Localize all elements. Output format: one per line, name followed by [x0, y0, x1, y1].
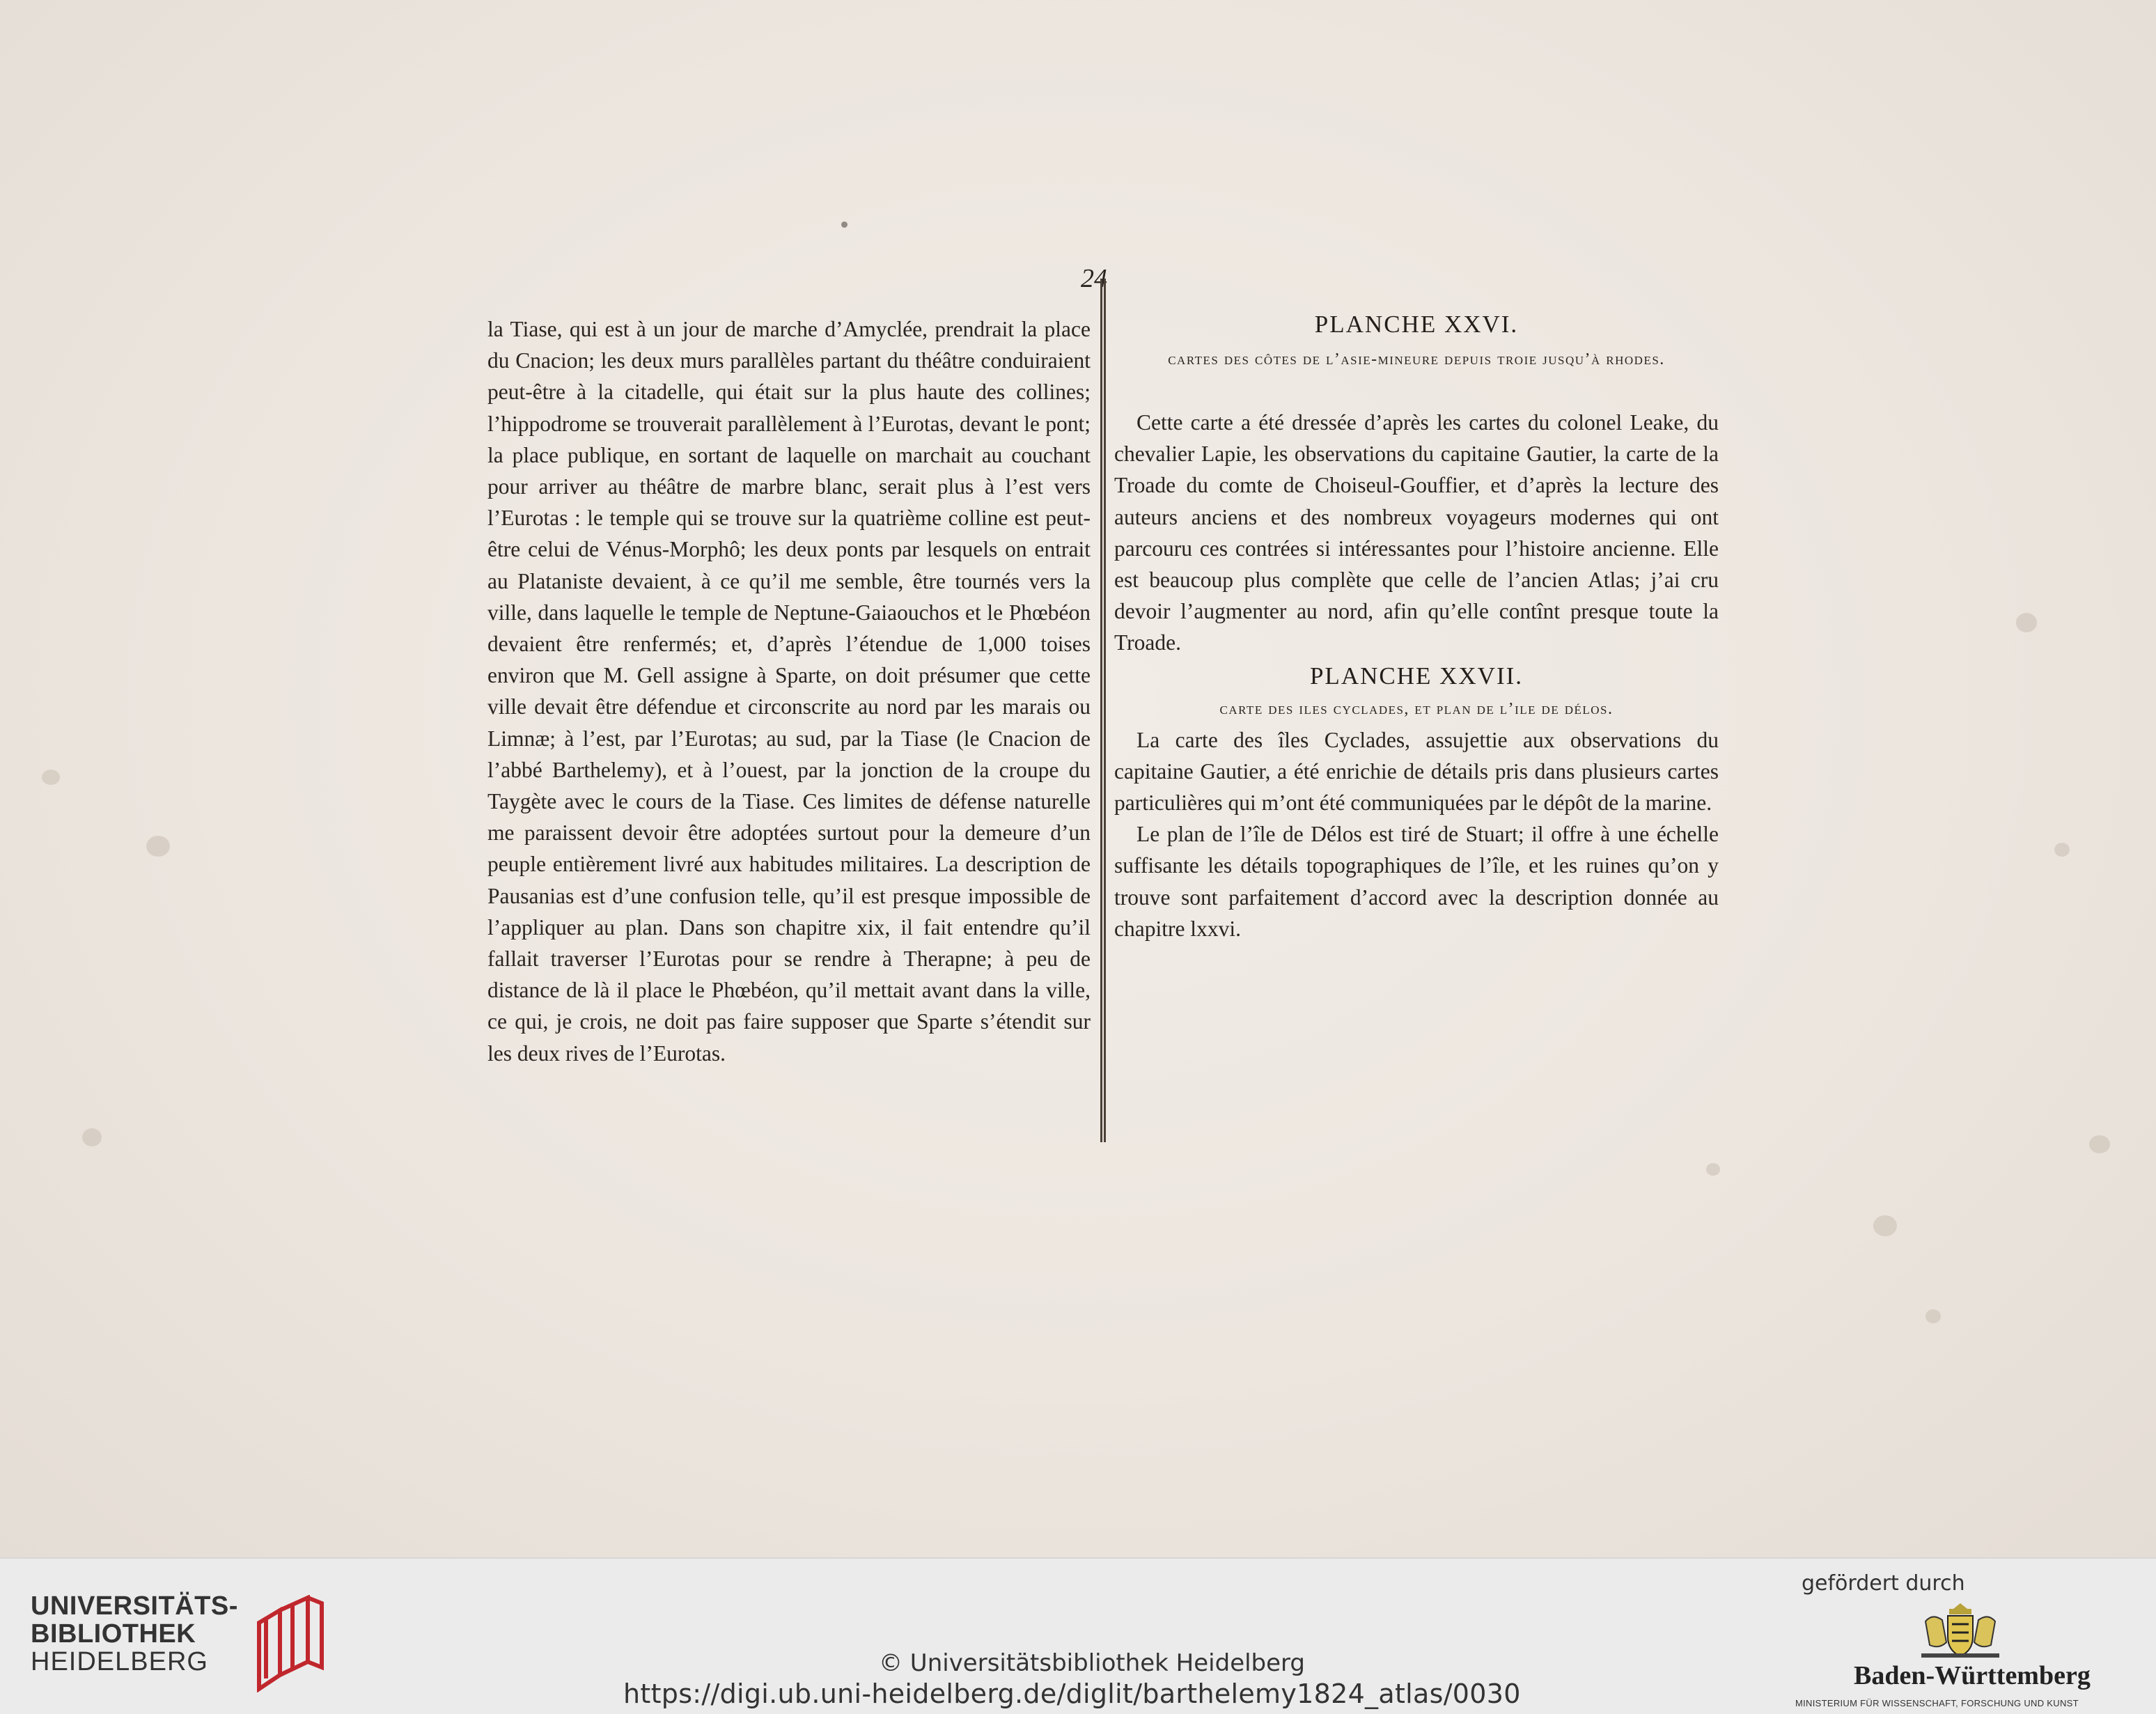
- paper-stain: [2089, 1135, 2110, 1153]
- footer-bar: [0, 1557, 2156, 1714]
- plate-27-subtitle: carte des iles cyclades, et plan de l’ile de délos.: [1219, 699, 1614, 718]
- paper-stain: [2054, 843, 2070, 857]
- left-text-column: [487, 313, 1091, 1069]
- paper-stain: [1925, 1309, 1941, 1323]
- right-text-column: [1114, 305, 1719, 944]
- library-name-line-1: UNIVERSITÄTS-: [31, 1591, 238, 1621]
- left-paragraph: la Tiase, qui est à un jour de marche d’Amyclée, prendrait la place du Cnacion; les deux murs parallèles partant du théâtre conduiraient peut-être à la citadelle, qui était sur la plus haute des collines; l’hippodrome se trouverait parallèlement à l’Eurotas, devant le pont; la place publique, en sortant de laquelle on marchait au couchant pour arriver au théâtre de marbre blanc, serait plus à l’est vers l’Eurotas : le temple qui se trouve sur la quatrième colline est peut-être celui de Vénus-Morphô; les deux ponts par lesquels on entrait au Plataniste devaient, à ce qu’il me semble, être tournés vers la ville, dans laquelle le temple de Neptune-Gaiaouchos et le Phœbéon devaient être renfermés; et, d’après l’étendue de 1,000 toises environ que M. Gell assigne à Sparte, on doit présumer que cette ville devait être défendue et circonscrite au nord par les marais ou Limnæ; à l’est, par l’Eurotas; au sud, par la Tiase (le Cnacion de l’abbé Barthelemy), et à l’ouest, par la jonction de la croupe du Taygète avec le cours de la Tiase. Ces limites de défense naturelle me paraissent devoir être adoptées surtout pour la demeure d’un peuple entièrement livré aux habitudes militaires. La description de Pausanias est d’une confusion telle, qu’il est presque impossible de l’appliquer au plan. Dans son chapitre xix, il fait entendre qu’il fallait traverser l’Eurotas pour se rendre à Therapne; à peu de distance de là il place le Phœbéon, qu’il mettait avant dans la ville, ce qui, je crois, ne doit pas faire supposer que Sparte s’étendit sur les deux rives de l’Eurotas.: [487, 317, 1091, 1066]
- paper-stain: [1706, 1163, 1720, 1176]
- plate-26-title: PLANCHE XXVI.: [1314, 311, 1519, 338]
- paper-stain: [1873, 1215, 1897, 1236]
- library-name: [31, 1592, 238, 1676]
- plate-26-subtitle: cartes des côtes de l’asie-mineure depuis troie jusqu’à rhodes.: [1168, 350, 1665, 368]
- paper-stain: [841, 221, 847, 228]
- plate-27-paragraph-1: La carte des îles Cyclades, assujettie aux observations du capitaine Gautier, a été enrichie de détails pris dans plusieurs cartes particulières qui m’ont été communiquées par le dépôt de la marine.: [1114, 727, 1719, 816]
- university-library-logo[interactable]: [31, 1592, 323, 1697]
- copyright-notice: © Universitätsbibliothek Heidelberg: [879, 1649, 1306, 1677]
- library-book-icon: [252, 1595, 329, 1692]
- permalink-url[interactable]: https://digi.ub.uni-heidelberg.de/diglit/barthelemy1824_atlas/0030: [623, 1678, 1521, 1709]
- page-number: 24: [1081, 264, 1107, 293]
- baden-wuerttemberg-crest-icon: [1919, 1600, 2002, 1659]
- paper-stain: [146, 836, 170, 857]
- funded-by-label: gefördert durch: [1802, 1571, 1965, 1596]
- column-divider: [1100, 279, 1106, 1142]
- paper-stain: [42, 770, 60, 785]
- paper-stain: [82, 1128, 102, 1146]
- funder-name: Baden-Württemberg: [1854, 1661, 2091, 1690]
- plate-27-title: PLANCHE XXVII.: [1309, 662, 1524, 690]
- plate-26-paragraph: Cette carte a été dressée d’après les cartes du colonel Leake, du chevalier Lapie, les observations du capitaine Gautier, la carte de la Troade du comte de Choiseul-Gouffier, et d’après la lecture des auteurs anciens et des nombreux voyageurs modernes qui ont parcouru ces contrées si intéressantes pour l’histoire ancienne. Elle est beaucoup plus complète que celle de l’ancien Atlas; j’ai cru devoir l’augmenter au nord, afin qu’elle contînt presque toute la Troade.: [1114, 410, 1719, 655]
- plate-27-paragraph-2: Le plan de l’île de Délos est tiré de Stuart; il offre à une échelle suffisante les détails topographiques de l’île, et les ruines qu’on y trouve sont parfaitement d’accord avec la description donnée au chapitre lxxvi.: [1114, 822, 1719, 941]
- funder-ministry: MINISTERIUM FÜR WISSENSCHAFT, FORSCHUNG UND KUNST: [1795, 1698, 2079, 1708]
- library-name-line-3: HEIDELBERG: [31, 1647, 208, 1676]
- paper-stain: [2016, 613, 2037, 632]
- library-name-line-2: BIBLIOTHEK: [31, 1619, 196, 1649]
